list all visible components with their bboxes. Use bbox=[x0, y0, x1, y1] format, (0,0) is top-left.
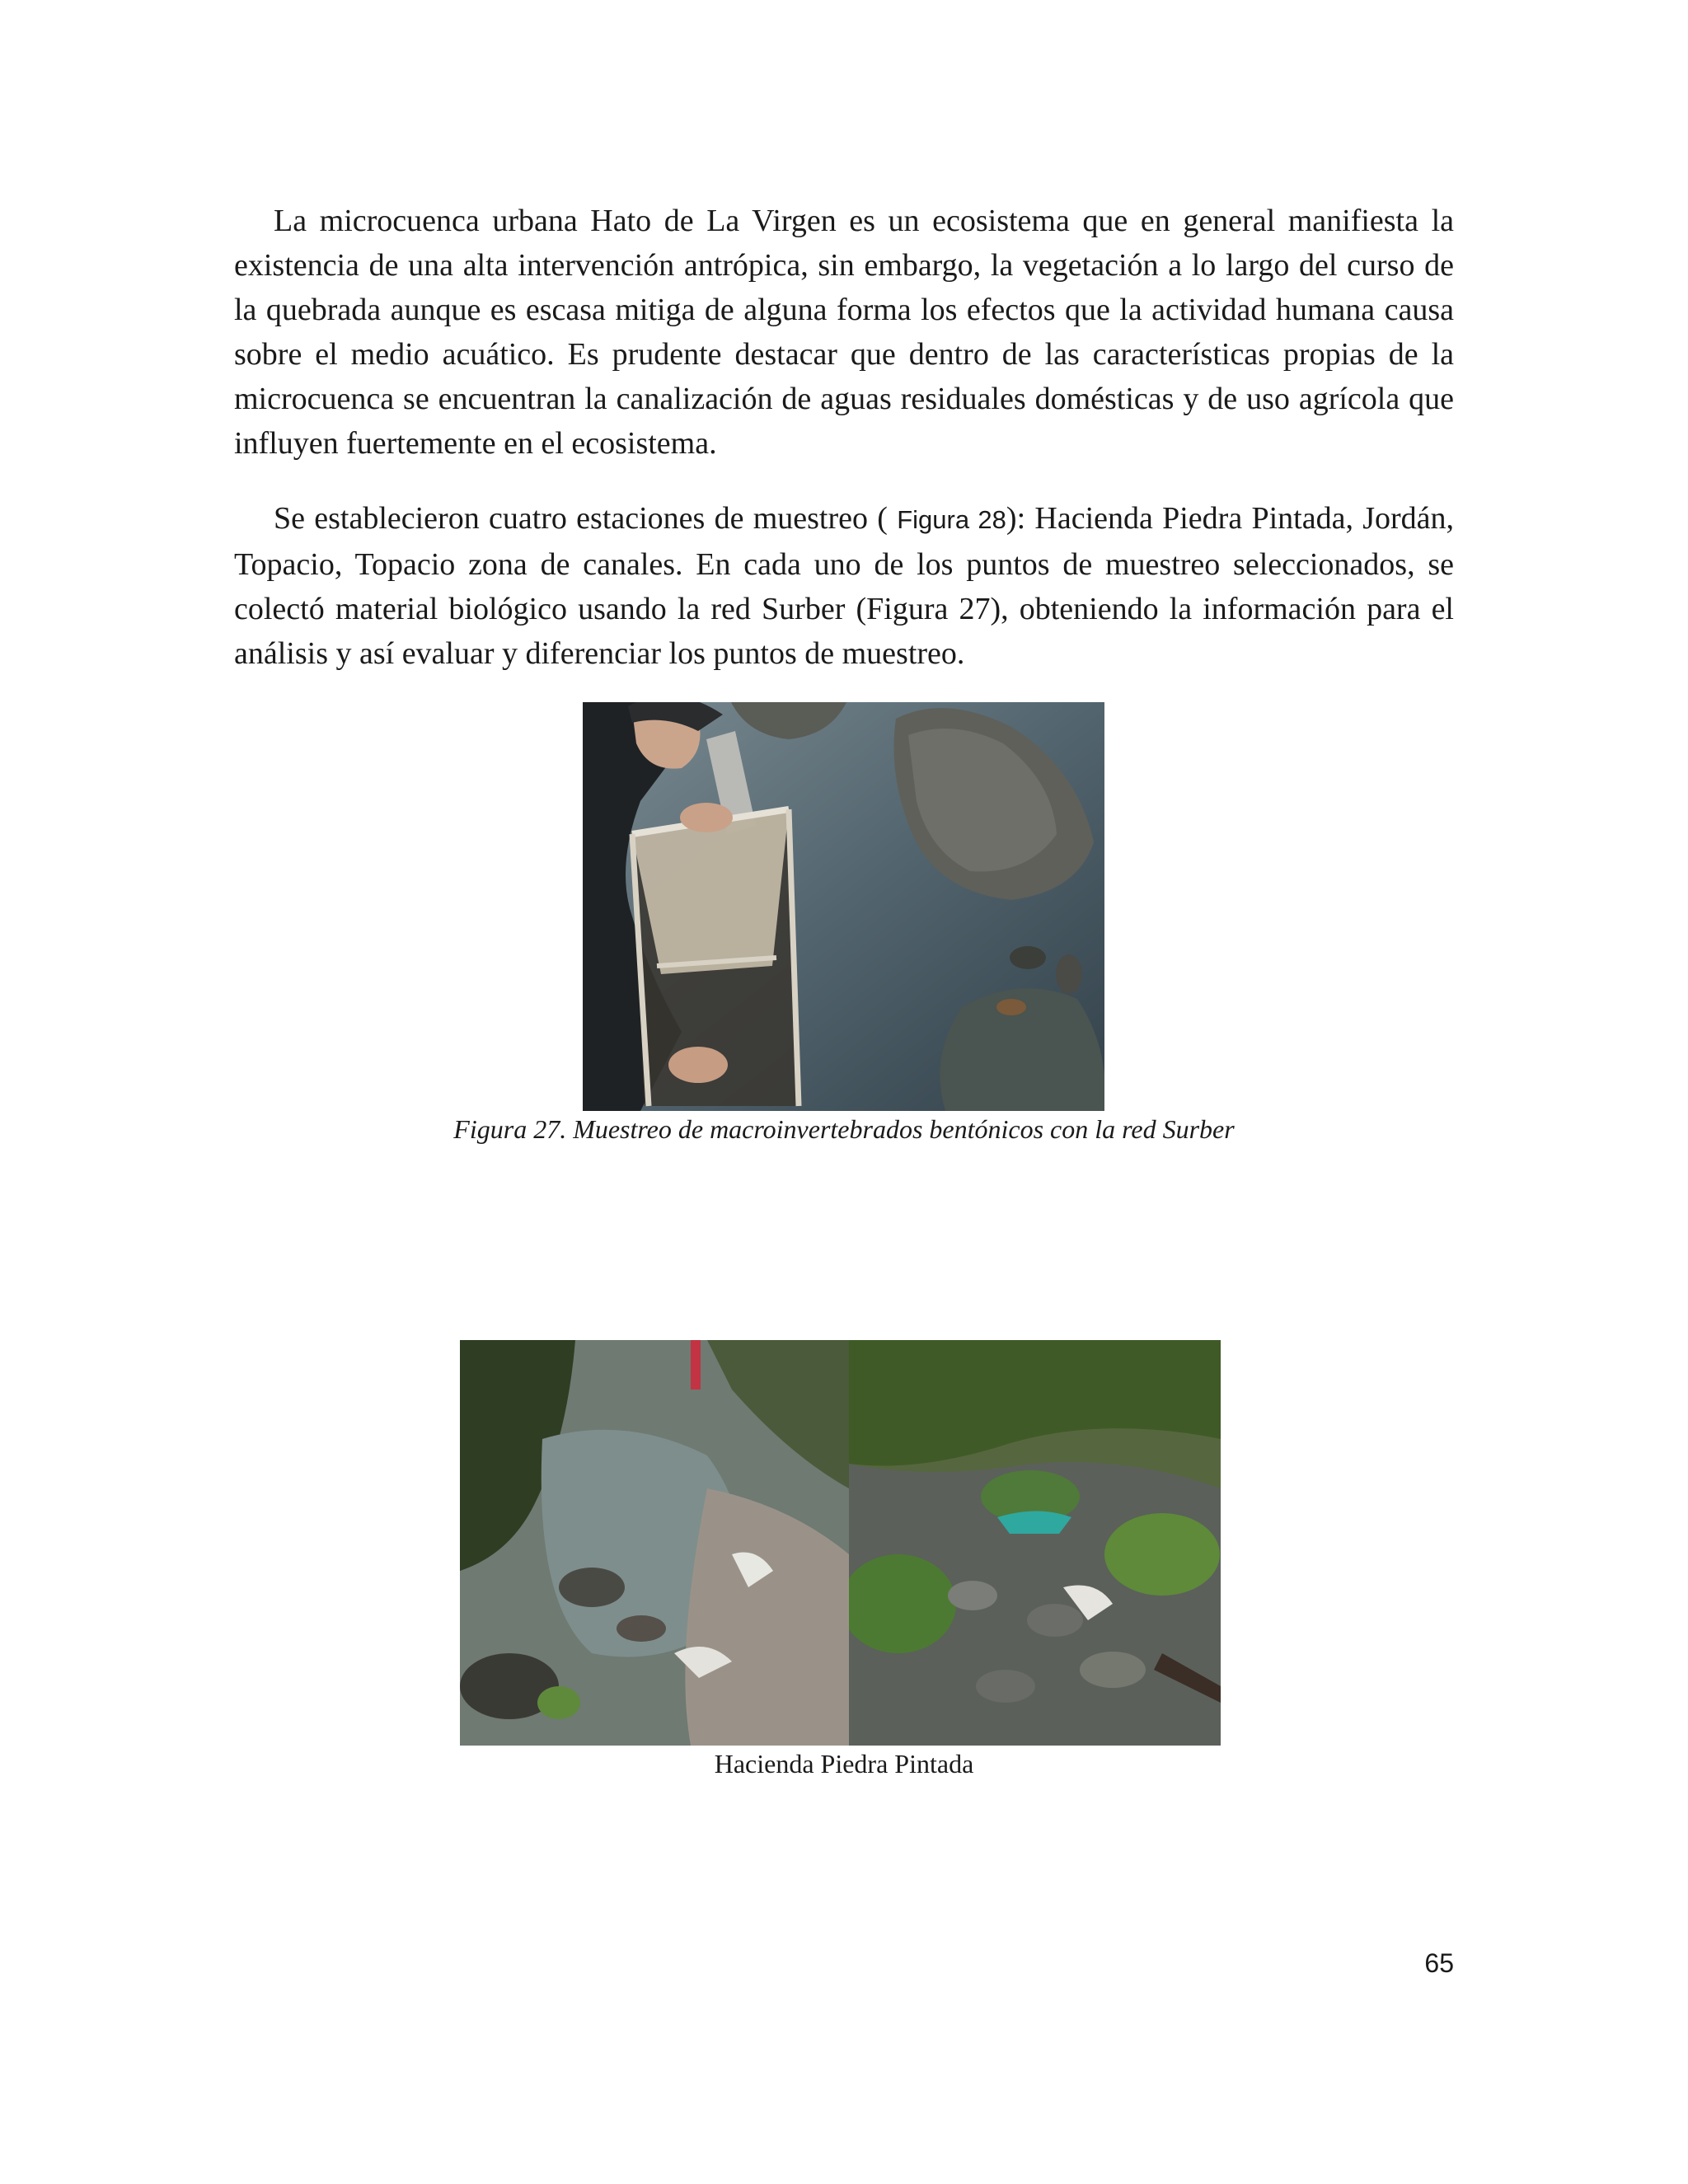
forest-stream-rocks-image bbox=[849, 1340, 1221, 1746]
paragraph-1 bbox=[234, 199, 1454, 466]
figure-28-right-panel bbox=[849, 1340, 1221, 1746]
figure-28-photo bbox=[460, 1340, 1221, 1746]
paragraph-2 bbox=[234, 496, 1454, 676]
paragraph-2-text bbox=[234, 496, 1454, 676]
page-number: 65 bbox=[1424, 1948, 1454, 1978]
paragraph-2-text-before: Se establecieron cuatro estaciones de muestreo ( bbox=[274, 501, 898, 536]
figure-28-left-panel bbox=[460, 1340, 849, 1746]
figure-27-caption: Figura 27. Muestreo de macroinvertebrados bentónicos con la red Surber bbox=[453, 1114, 1235, 1144]
figure-28-reference: Figura 28 bbox=[897, 505, 1006, 534]
paragraph-2-text-after: ): Hacienda Piedra Pintada, Jordán, Topacio, Topacio zona de canales. En cada uno de los puntos de muestreo seleccionados, se colectó material biológico usando la red Surber (Figura 27), obteniendo la información para el análisis y así evaluar y diferenciar los puntos de muestreo. bbox=[234, 501, 1455, 671]
figure-28-caption: Hacienda Piedra Pintada bbox=[714, 1749, 974, 1779]
paragraph-1-text: La microcuenca urbana Hato de La Virgen es un ecosistema que en general manifiesta la existencia de una alta intervención antrópica, sin embargo, la vegetación a lo largo del curso de la quebrada aunque es escasa mitiga de alguna forma los efectos que la actividad humana causa sobre el medio acuático. Es prudente destacar que dentro de las características propias de la microcuenca se encuentran la canalización de aguas residuales domésticas y de uso agrícola que influyen fuertemente en el ecosistema. bbox=[234, 204, 1454, 461]
polluted-stream-image bbox=[460, 1340, 849, 1746]
surber-net-sampling-image bbox=[583, 702, 1104, 1111]
figure-27-photo bbox=[583, 702, 1104, 1111]
